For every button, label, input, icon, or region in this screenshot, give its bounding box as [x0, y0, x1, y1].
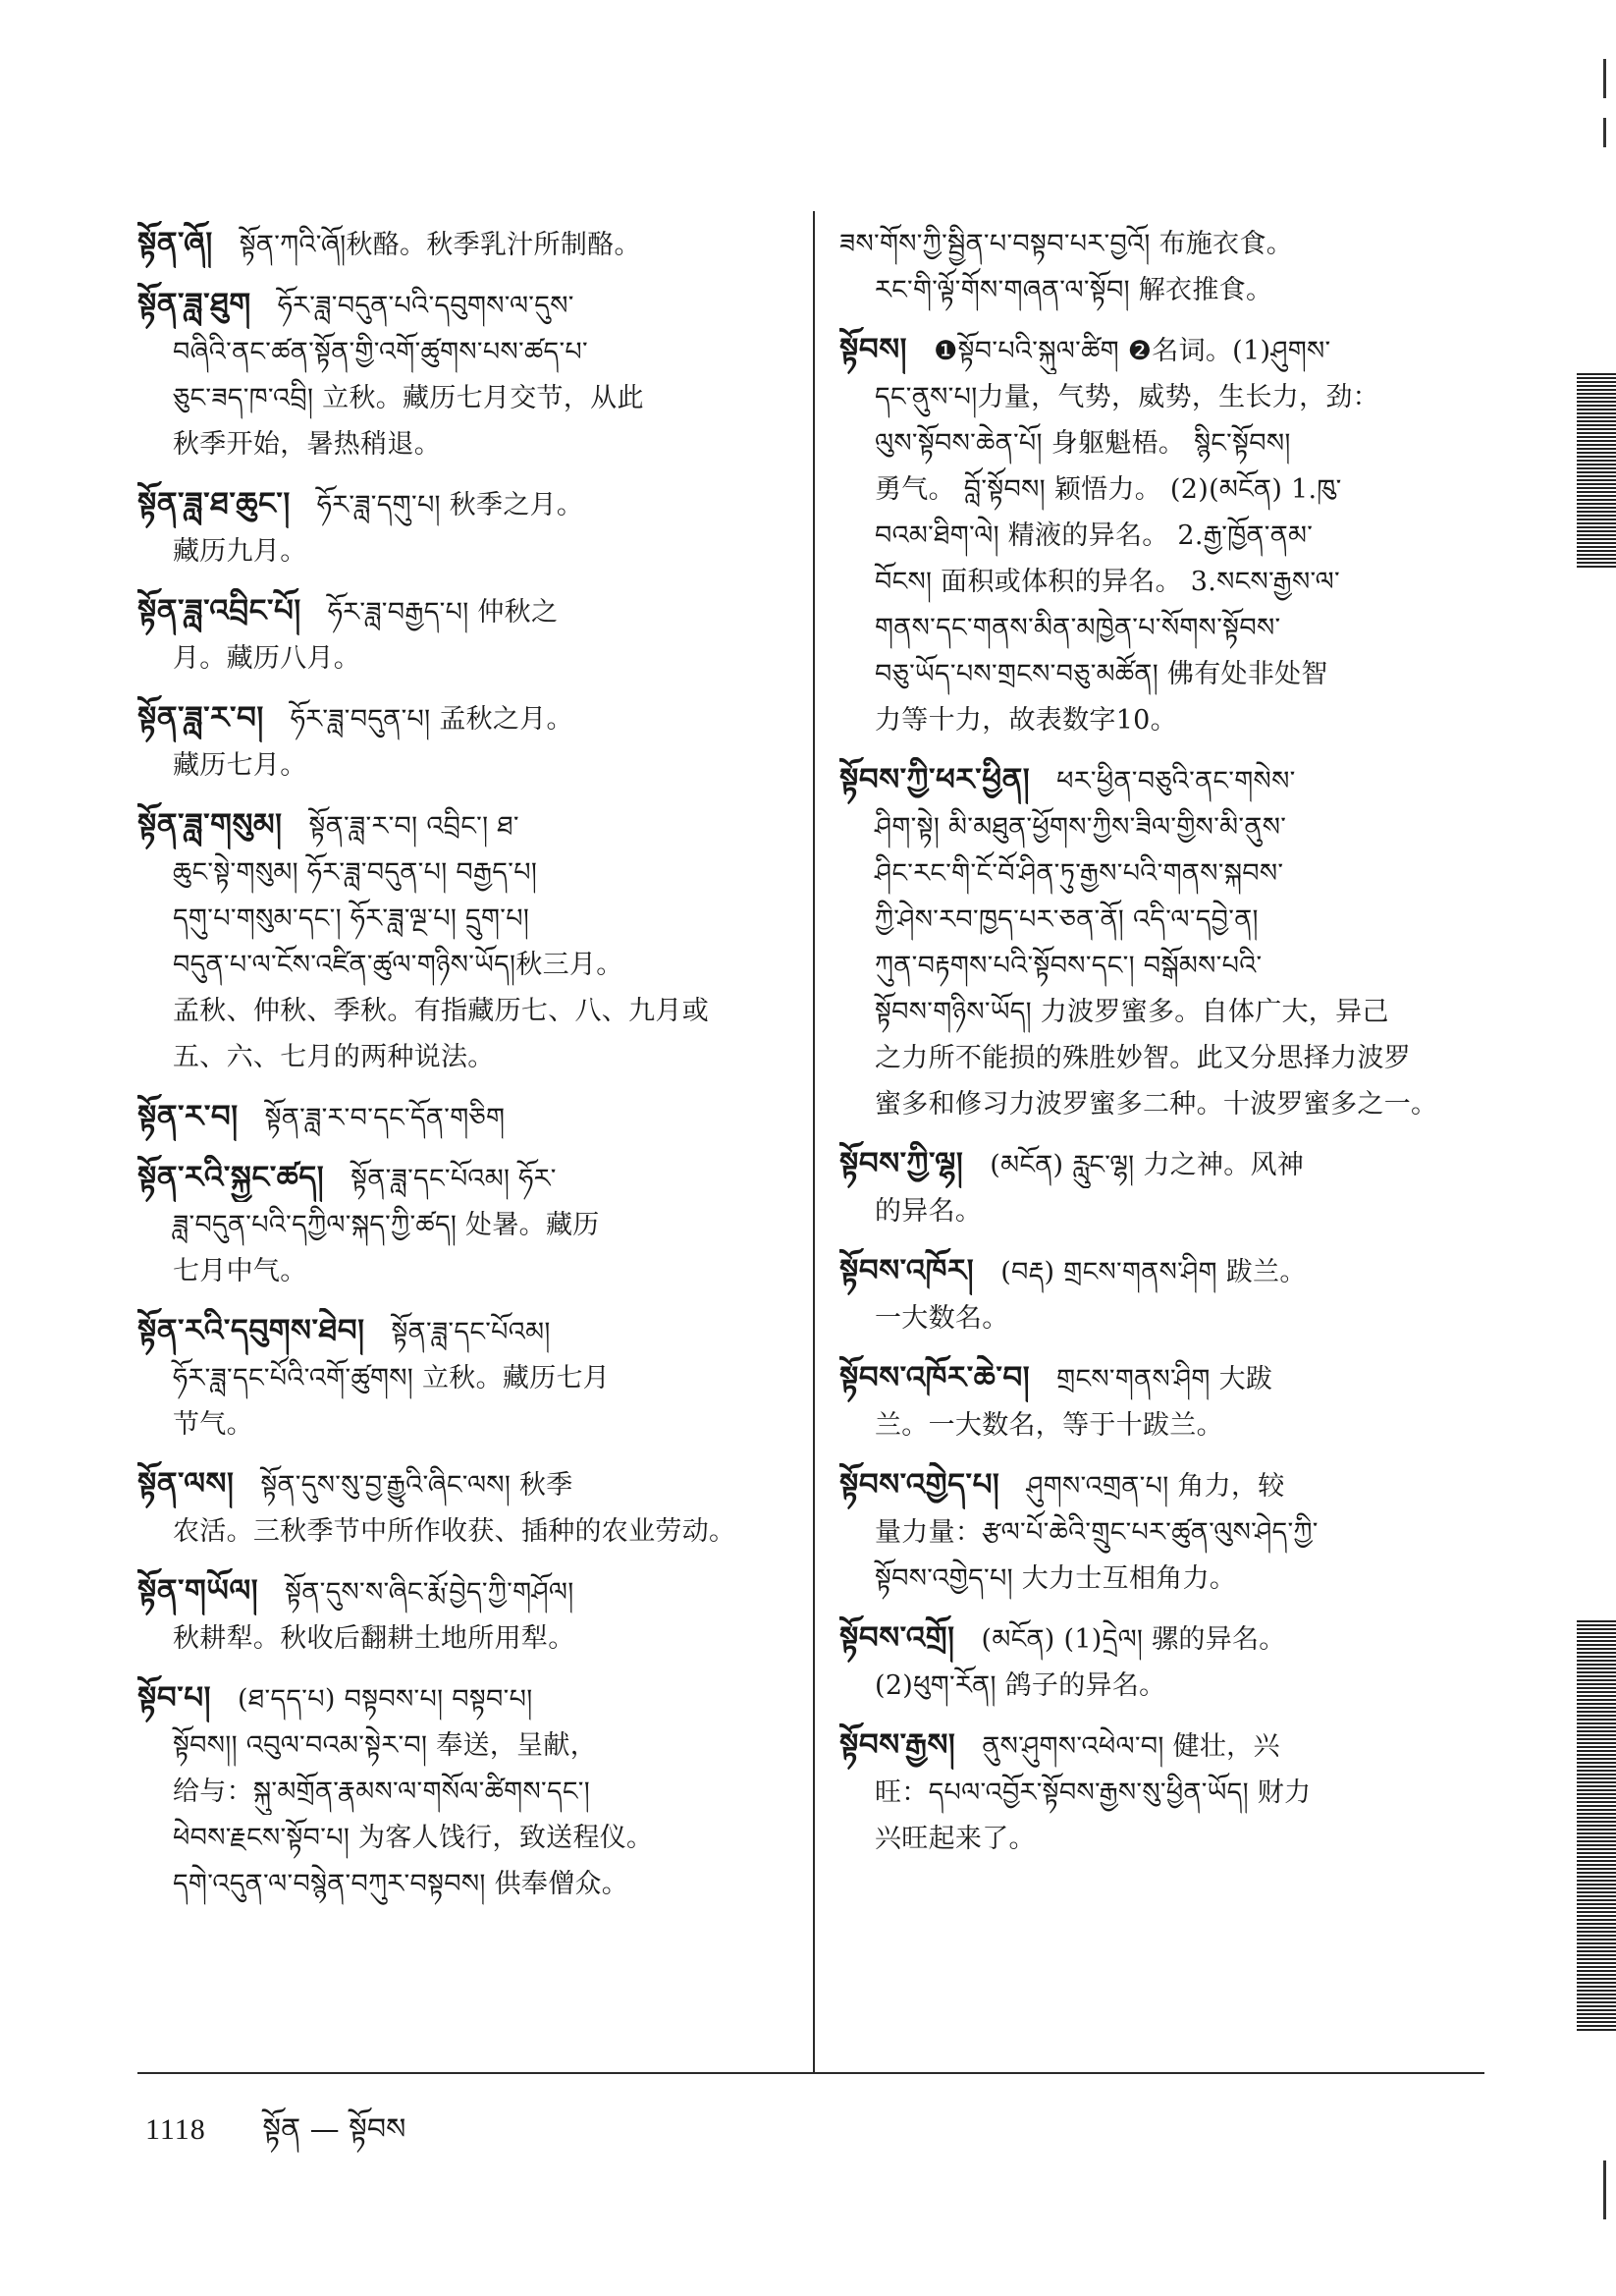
definition-text: སྟོན་ཟླ་ར་བ། འབྲིང་། ཐ་: [308, 811, 519, 842]
entry-line: [839, 267, 1482, 313]
headword: སྟོབས་རྒྱས།: [839, 1727, 956, 1763]
entry-line: [137, 742, 781, 789]
headword: སྟོབས་འཁོར།: [839, 1253, 975, 1288]
definition-text: ཅུང་ཟད་ཁ་འབྲི། 立秋。藏历七月交节，从此: [173, 383, 644, 413]
definition-text: ཧོར་ཟླ་བརྒྱད་པ། 仲秋之: [327, 597, 559, 628]
entry-line: [137, 528, 781, 574]
dictionary-entry: [839, 1141, 1482, 1234]
column-divider: [813, 211, 815, 2072]
definition-text: བདུན་པ་ལ་ངོས་འཛིན་ཚུལ་གཉིས་ཡོད།秋三月。: [173, 950, 623, 980]
definition-text: དང་ནུས་པ།力量，气势，威势，生长力，劲：: [875, 382, 1379, 412]
headword: སྟོན་ར་བ།: [137, 1099, 239, 1134]
entry-line: [839, 1248, 1482, 1295]
headword: སྟོན་རའི་སྐྱང་ཚད།: [137, 1160, 325, 1195]
dictionary-entry: [137, 802, 781, 1080]
dictionary-entry: [839, 327, 1482, 743]
entry-line: [137, 1155, 781, 1202]
definition-text: སྟོན་དུས་སུ་བྱ་རྒྱུའི་ཞིང་ལས། 秋季: [260, 1470, 573, 1501]
definition-text: དགེ་འདུན་ལ་བསྙེན་བཀུར་བསྟབས། 供奉僧众。: [173, 1869, 629, 1899]
dictionary-entry: [137, 1675, 781, 1907]
entry-line: [137, 481, 781, 528]
entry-line: [137, 329, 781, 375]
definition-text: 秋耕犁。秋收后翻耕土地所用犁。: [173, 1623, 575, 1654]
definition-text: དགུ་པ་གསུམ་དང་། ཧོར་ཟླ་ལྔ་པ། དྲུག་པ།: [173, 903, 530, 934]
definition-text: ཤིག་སྟེ། མི་མཐུན་ཕྱོགས་ཀྱིས་ཟིལ་གྱིས་མི་ནུས་: [875, 812, 1287, 843]
entry-line: [137, 988, 781, 1034]
entry-line: [839, 1816, 1482, 1862]
definition-text: སྟོན་ཀའི་ཞོ།秋酪。秋季乳汁所制酪。: [239, 230, 641, 260]
entry-line: [137, 1248, 781, 1294]
definition-text: (ཐ་དད་པ) བསྟབས་པ། བསྟབ་པ།: [238, 1684, 533, 1715]
definition-text: 农活。三秋季节中所作收获、插种的农业劳动。: [173, 1516, 736, 1547]
definition-text: བོངས། 面积或体积的异名。 3.སངས་རྒྱས་ལ་: [875, 567, 1341, 597]
entry-line: [839, 605, 1482, 651]
dictionary-entry: [137, 1568, 781, 1662]
definition-text: ཟླ་བདུན་པའི་དཀྱིལ་སྐད་ཀྱི་ཚད། 处暑。藏历: [173, 1210, 600, 1240]
entry-line: [839, 559, 1482, 605]
dictionary-entry: [137, 481, 781, 574]
entry-line: [839, 1402, 1482, 1449]
entry-line: [137, 1094, 781, 1141]
definition-text: 的异名。: [875, 1196, 983, 1227]
headword: སྟོབས་འགྱེད་པ།: [839, 1467, 1000, 1503]
entry-line: [137, 1508, 781, 1555]
entry-line: [137, 1202, 781, 1248]
definition-text: ཧོར་ཟླ་བདུན་པའི་དབུགས་ལ་དུས་: [277, 291, 574, 321]
dictionary-entry: [137, 221, 781, 268]
entry-line: [839, 1188, 1482, 1234]
entry-line: [839, 1509, 1482, 1556]
definition-text: 七月中气。: [173, 1256, 307, 1286]
entry-line: [137, 695, 781, 742]
scan-edge-marks: [1577, 0, 1616, 2296]
dictionary-entry: [839, 1722, 1482, 1862]
definition-text: 蜜多和修习力波罗蜜多二种。十波罗蜜多之一。: [875, 1089, 1438, 1120]
entry-line: [839, 897, 1482, 943]
definition-text: (2)ཕུག་རོན། 鸽子的异名。: [875, 1670, 1166, 1701]
definition-text: 力等十力，故表数字10。: [875, 705, 1177, 736]
definition-text: བའམ་ཐིག་ལེ། 精液的异名。 2.རྒྱ་ཁྱོན་ནམ་: [875, 520, 1314, 551]
dictionary-entry: [137, 1094, 781, 1141]
entry-line: [839, 1462, 1482, 1509]
headword: སྟོན་གཡོལ།: [137, 1573, 259, 1609]
definition-text: ཀྱི་ཤེས་རབ་ཁྱད་པར་ཅན་ནོ། འདི་ལ་དབྱེ་ན།: [875, 904, 1259, 935]
entry-line: [839, 221, 1482, 267]
definition-text: 藏历九月。: [173, 536, 307, 567]
headword: སྟོན་རའི་དབུགས་ཐེབ།: [137, 1313, 365, 1348]
definition-text: 藏历七月。: [173, 750, 307, 781]
entry-line: [137, 1401, 781, 1448]
dictionary-entry: [137, 1461, 781, 1555]
definition-text: ཧོར་ཟླ་དགུ་པ། 秋季之月。: [316, 490, 584, 520]
entry-line: [137, 1308, 781, 1355]
definition-text: ❶སྟོབ་པའི་སྐུལ་ཚིག ❷名词。(1)ཤུགས་: [934, 336, 1331, 366]
dictionary-entry: [839, 1355, 1482, 1449]
definition-text: སྟོན་ཟླ་དང་པོའམ། ཧོར་: [350, 1164, 557, 1194]
headword: སྟོན་ཟླ་ར་བ།: [137, 700, 264, 736]
entry-line: [839, 1556, 1482, 1602]
entry-line: [137, 1769, 781, 1815]
headword: སྟོབས་འགྲོ།: [839, 1620, 955, 1656]
headword: སྟོན་ཟླ་ཐུག: [137, 287, 251, 322]
definition-text: སྟོབས་འགྱེད་པ། 大力士互相角力。: [875, 1563, 1237, 1594]
footer-rule: [137, 2072, 1484, 2074]
definition-text: གྲངས་གནས་ཤིག 大跋: [1056, 1364, 1273, 1394]
entry-line: [839, 1081, 1482, 1127]
entry-line: [839, 850, 1482, 897]
headword: སྟོབས་ཀྱི་ཕར་ཕྱིན།: [839, 762, 1031, 797]
dictionary-entry: [839, 1462, 1482, 1602]
definition-text: (མངོན) རླུང་ལྷ། 力之神。风神: [990, 1150, 1305, 1180]
right-column: [839, 221, 1482, 1876]
definition-text: ཤིང་རང་གི་ངོ་བོ་ཤིན་ཏུ་རྒྱས་པའི་གནས་སྐབས་: [875, 858, 1284, 889]
definition-text: 之力所不能损的殊胜妙智。此又分思择力波罗: [875, 1043, 1411, 1073]
definition-text: ནུས་ཤུགས་འཕེལ་བ། 健壮，兴: [982, 1731, 1280, 1762]
page-number: 1118: [145, 2113, 206, 2146]
entry-line: [839, 1663, 1482, 1709]
entry-line: [137, 942, 781, 988]
definition-text: ཧོར་ཟླ་དང་པོའི་འགོ་ཚུགས། 立秋。藏历七月: [173, 1363, 611, 1394]
definition-text: 旺：དཔལ་འབྱོར་སྟོབས་རྒྱས་སུ་ཕྱིན་ཡོད། 财力: [875, 1777, 1312, 1808]
dictionary-entry: [839, 757, 1482, 1127]
left-column: [137, 221, 781, 1921]
definition-text: (བརྡ) གྲངས་གནས་ཤིག 跋兰。: [1000, 1257, 1307, 1287]
headword: སྟོན་ཟླ་ཐ་ཆུང་།: [137, 486, 291, 521]
definition-text: 勇气。 བློ་སྟོབས། 颖悟力。 (2)(མངོན) 1.ཁུ་: [875, 474, 1342, 505]
definition-text: 秋季开始，暑热稍退。: [173, 429, 441, 460]
definition-text: ཕེབས་རྗངས་སྟོབ་པ། 为客人饯行，致送程仪。: [173, 1823, 654, 1853]
entry-line: [137, 375, 781, 421]
definition-text: 孟秋、仲秋、季秋。有指藏历七、八、九月或: [173, 996, 709, 1026]
dictionary-entry: [137, 695, 781, 789]
entry-line: [839, 697, 1482, 743]
definition-text: 节气。: [173, 1409, 253, 1440]
headword: སྟོབས་འཁོར་ཆེ་བ།: [839, 1360, 1031, 1395]
entry-line: [839, 1615, 1482, 1663]
entry-line: [137, 1675, 781, 1722]
entry-line: [137, 635, 781, 682]
entry-line: [839, 1141, 1482, 1188]
entry-line: [137, 1815, 781, 1861]
definition-text: 兰。一大数名，等于十跋兰。: [875, 1410, 1223, 1441]
definition-text: བཞིའི་ནང་ཚན་སྟོན་གྱི་འགོ་ཚུགས་པས་ཚད་པ་: [173, 337, 588, 367]
definition-text: ཤུགས་འགྲན་པ། 角力，较: [1026, 1471, 1285, 1502]
dictionary-entry: [137, 1155, 781, 1294]
entry-line: [137, 802, 781, 849]
headword: སྟོབས་ཀྱི་ལྷ།: [839, 1146, 964, 1181]
definition-text: རང་གི་ལྟོ་གོས་གཞན་ལ་སྟོབ། 解衣推食。: [875, 275, 1273, 305]
entry-line: [839, 1355, 1482, 1402]
definition-text: སྟོན་དུས་ས་ཞིང་རྨོ་བྱེད་ཀྱི་གཤོལ།: [285, 1577, 574, 1608]
page-footer: [145, 2097, 405, 2179]
definition-text: 一大数名。: [875, 1303, 1009, 1334]
definition-text: སྟོན་ཟླ་དང་པོའམ།: [391, 1317, 551, 1347]
definition-text: 给与：སྐུ་མགྲོན་རྣམས་ལ་གསོལ་ཚིགས་དང་།: [173, 1777, 591, 1807]
definition-text: 量力量：རྩལ་པོ་ཆེའི་གྲུང་པར་ཚུན་ལུས་ཤེད་ཀྱི་: [875, 1517, 1319, 1548]
entry-line: [137, 282, 781, 329]
dictionary-entry: [839, 1248, 1482, 1341]
definition-text: ཧོར་ཟླ་བདུན་པ། 孟秋之月。: [290, 704, 573, 735]
definition-text: ལུས་སྟོབས་ཆེན་པོ། 身躯魁梧。 སྙིང་སྟོབས།: [875, 428, 1291, 459]
entry-line: [839, 420, 1482, 466]
headword: སྟོབས།: [839, 332, 908, 367]
entry-line: [137, 221, 781, 268]
definition-text: སྟོན་ཟླ་ར་བ་དང་དོན་གཅིག: [264, 1103, 506, 1133]
definition-text: ཆུང་སྟེ་གསུམ། ཧོར་ཟླ་བདུན་པ། བརྒྱད་པ།: [173, 857, 538, 888]
entry-line: [839, 989, 1482, 1035]
headword: སྟོབ་པ།: [137, 1680, 212, 1716]
entry-line: [839, 374, 1482, 420]
definition-text: གནས་དང་གནས་མིན་མཁྱེན་པ་སོགས་སྟོབས་: [875, 613, 1281, 643]
entry-line: [137, 896, 781, 942]
dictionary-entry: [137, 282, 781, 467]
entry-line: [137, 849, 781, 896]
entry-line: [839, 327, 1482, 374]
entry-line: [839, 1295, 1482, 1341]
headword: སྟོན་ཞོ།: [137, 226, 213, 261]
entry-line: [137, 1861, 781, 1907]
definition-text: སྟོབས་གཉིས་ཡོད། 力波罗蜜多。自体广大，异己: [875, 997, 1389, 1027]
definition-text: ཀུན་བརྟགས་པའི་སྟོབས་དང་། བསྒོམས་པའི་: [875, 951, 1263, 981]
definition-text: ཟས་གོས་ཀྱི་སྦྱིན་པ་བསྟབ་པར་བྱའོ། 布施衣食。: [839, 229, 1294, 259]
dictionary-entry: [137, 588, 781, 682]
entry-line: [839, 513, 1482, 559]
dictionary-entry: [839, 1615, 1482, 1709]
definition-text: 月。藏历八月。: [173, 643, 361, 674]
definition-text: བཅུ་ཡོད་པས་གྲངས་བཅུ་མཚོན། 佛有处非处智: [875, 659, 1328, 689]
headword-range: སྟོན — སྟོབས: [262, 2112, 406, 2147]
definition-text: (མངོན) (1)དྲེལ། 骡的异名。: [981, 1624, 1286, 1655]
entry-line: [839, 1770, 1482, 1816]
definition-text: 兴旺起来了。: [875, 1824, 1036, 1854]
headword: སྟོན་ཟླ་འབྲིང་པོ།: [137, 593, 301, 629]
entry-line: [137, 421, 781, 467]
entry-line: [839, 804, 1482, 850]
entry-line: [839, 757, 1482, 804]
definition-text: ཕར་ཕྱིན་བཅུའི་ནང་གསེས་: [1056, 766, 1296, 796]
definition-text: 五、六、七月的两种说法。: [173, 1042, 495, 1072]
entry-line: [839, 1722, 1482, 1770]
entry-line: [137, 1722, 781, 1769]
headword: སྟོན་ཟླ་གསུམ།: [137, 807, 283, 843]
entry-line: [137, 1355, 781, 1401]
dictionary-entry: [137, 1308, 781, 1448]
definition-text: སྟོབས།། འབུལ་བའམ་སྟེར་བ། 奉送，呈献，: [173, 1730, 598, 1761]
entry-line: [137, 1034, 781, 1080]
entry-line: [137, 1615, 781, 1662]
entry-line: [137, 588, 781, 635]
entry-line: [137, 1461, 781, 1508]
entry-line: [839, 1035, 1482, 1081]
entry-line: [839, 651, 1482, 697]
entry-line: [839, 943, 1482, 989]
entry-line: [137, 1568, 781, 1615]
entry-line: [839, 466, 1482, 513]
headword: སྟོན་ལས།: [137, 1466, 235, 1502]
dictionary-entry: [839, 221, 1482, 313]
